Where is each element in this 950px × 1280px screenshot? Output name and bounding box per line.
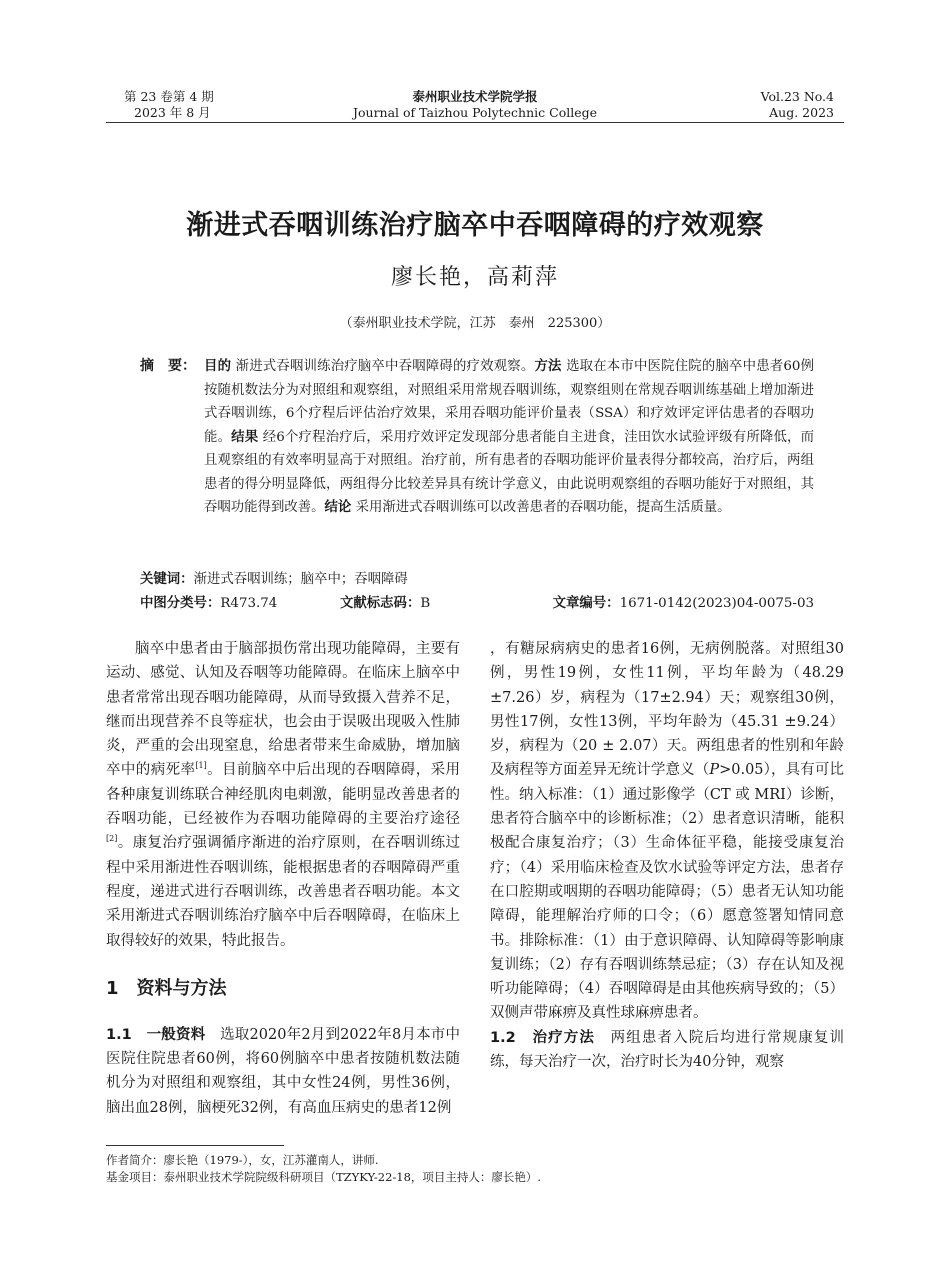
header-month-year: Aug. 2023: [769, 105, 834, 120]
article-number: [553, 593, 814, 615]
clc-value: R473.74: [220, 596, 278, 611]
abstract-label: 摘 要：: [140, 358, 196, 374]
p-value-symbol: P: [709, 762, 720, 779]
abstract-result-key: 结果: [231, 429, 259, 445]
abstract-purpose-key: 目的: [204, 359, 232, 374]
abstract-method-key: 方法: [534, 359, 562, 374]
footnote-author: 作者简介：廖长艳（1979-），女，江苏灌南人，讲师.: [106, 1153, 379, 1167]
header-journal-en: Journal of Taizhou Polytechnic College: [352, 105, 598, 120]
section-1-1-heading: 1.1 一般资料: [106, 1026, 206, 1043]
header-volume-en: [700, 89, 834, 121]
paper-affiliation: （泰州职业技术学院，江苏 泰州 225300）: [339, 316, 611, 331]
section-1-1-text-cont: ，有糖尿病病史的患者16例，无病例脱落。对照组30例，男性19例，女性11例，平均年龄为（48.29 ±7.26）岁，病程为（17±2.94）天；观察组30例，男性17例，女性13例，平均年龄为（45.31 ±9.24）岁，病程为（20 ± 2.07）天。两组患者的性别和年龄及病程等方面差异无统计学意义（: [490, 641, 844, 779]
document-code: [340, 593, 430, 615]
article-number-label: 文章编号：: [552, 596, 620, 611]
intro-text-b: 。目前脑卒中后出现的吞咽障碍，采用各种康复训练联合神经肌肉电刺激，能明显改善患者的吞咽功能，已经被作为吞咽功能障碍的主要治疗途径: [106, 762, 461, 828]
intro-text-a: 脑卒中患者由于脑部损伤常出现功能障碍，主要有运动、感觉、认知及吞咽等功能障碍。在临床上脑卒中患者常常出现吞咽功能障碍，从而导致摄入营养不足，继而出现营养不良等症状，也会由于误吸出现吸入性肺炎，严重的会出现窒息，给患者带来生命威胁，增加脑卒中的病死率: [106, 641, 460, 779]
clc-number: [140, 593, 277, 615]
header-date: 2023 年 8 月: [134, 105, 211, 120]
intro-paragraph: [106, 637, 460, 953]
footnote-fund: 基金项目：泰州职业技术学院院级科研项目（TZYKY-22-18，项目主持人：廖长艳）.: [106, 1170, 542, 1184]
header-volume: 第 23 卷第 4 期: [124, 89, 214, 104]
section-1-2-paragraph: [490, 1026, 844, 1075]
section-1-1-text-a: 选取2020年2月到2022年8月本市中医院住院患者60例，将60例脑卒中患者按随机数法随机分为对照组和观察组，其中女性24例，男性36例，脑出血28例，脑梗死32例，有高血压病史的患者12例: [106, 1026, 460, 1116]
abstract-body: [204, 355, 814, 520]
citation-1: [1]: [195, 761, 207, 771]
header-journal: [300, 89, 650, 121]
abstract-method: 选取在本市中医院住院的脑卒中患者60例按随机数法分为对照组和观察组，对照组采用常规吞咽训练，观察组则在常规吞咽训练基础上增加渐进式吞咽训练，6个疗程后评估治疗效果，采用吞咽功能评价量表（SSA）和疗效评定评估患者的吞咽功能。: [204, 359, 814, 445]
keywords-value: 渐进式吞咽训练；脑卒中；吞咽障碍: [193, 572, 408, 587]
intro-text-c: 。康复治疗强调循序渐进的治疗原则，在吞咽训练过程中采用渐进性吞咽训练，能根据患者的吞咽障碍严重程度，递进式进行吞咽训练，改善患者吞咽功能。本文采用渐进式吞咽训练治疗脑卒中后吞咽障碍，在临床上取得较好的效果，特此报告。: [106, 835, 460, 949]
citation-2: [2]: [106, 834, 118, 844]
header-rule: [106, 122, 844, 123]
abstract-purpose: 渐进式吞咽训练治疗脑卒中吞咽障碍的疗效观察。: [235, 359, 535, 374]
keywords-label: 关键词：: [140, 572, 194, 587]
article-number-value: 1671-0142(2023)04-0075-03: [619, 596, 814, 611]
section-1-1-text-b: >0.05），具有可比性。纳入标准：（1）通过影像学（CT 或 MRI）诊断，患者符合脑卒中的诊断标准；（2）患者意识清晰，能积极配合康复治疗；（3）生命体征平稳，能接受康复治疗；（4）采用临床检查及饮水试验等评定方法，患者存在口腔期或咽期的吞咽功能障碍；（5）患者无认知功能障碍，能理解治疗师的口令；（6）愿意签署知情同意书。排除标准：（1）由于意识障碍、认知障碍等影响康复训练；（2）存有吞咽训练禁忌症；（3）存在认知及视听功能障碍；（4）吞咽障碍是由其他疾病导致的；（5）双侧声带麻痹及真性球麻痹患者。: [490, 762, 845, 1022]
section-1-1-continued: [490, 637, 844, 1026]
section-1-2-heading: 1.2 治疗方法: [490, 1029, 595, 1046]
section-1-1-paragraph: [106, 1023, 460, 1120]
footnote-rule: [106, 1145, 284, 1146]
doc-code-value: B: [420, 596, 431, 611]
abstract-result: 经6个疗程治疗后，采用疗效评定发现部分患者能自主进食，洼田饮水试验评级有所降低，而且观察组的有效率明显高于对照组。治疗前，所有患者的吞咽功能评价量表得分都较高，治疗后，两组患者的得分明显降低，两组得分比较差异具有统计学意义，由此说明观察组的吞咽功能好于对照组，其吞咽功能得到改善。: [204, 429, 814, 515]
header-journal-cn: 泰州职业技术学院学报: [412, 89, 538, 104]
header-volume-info: [124, 89, 214, 121]
body-left-column: [106, 637, 460, 1120]
section-1-heading: 1 资料与方法: [106, 977, 227, 999]
abstract-conclusion: 采用渐进式吞咽训练可以改善患者的吞咽功能，提高生活质量。: [355, 500, 731, 515]
abstract-conclusion-key: 结论: [324, 500, 352, 515]
header-vol-no: Vol.23 No.4: [760, 89, 834, 104]
paper-title: 渐进式吞咽训练治疗脑卒中吞咽障碍的疗效观察: [186, 210, 764, 241]
doc-code-label: 文献标志码：: [340, 596, 421, 611]
clc-label: 中图分类号：: [140, 596, 221, 611]
paper-authors: 廖长艳，高莉萍: [390, 265, 559, 290]
section-1-2-text: 两组患者入院后均进行常规康复训练，每天治疗一次，治疗时长为40分钟，观察: [490, 1029, 845, 1071]
keywords-row: [140, 569, 408, 591]
body-right-column: [490, 637, 844, 1074]
